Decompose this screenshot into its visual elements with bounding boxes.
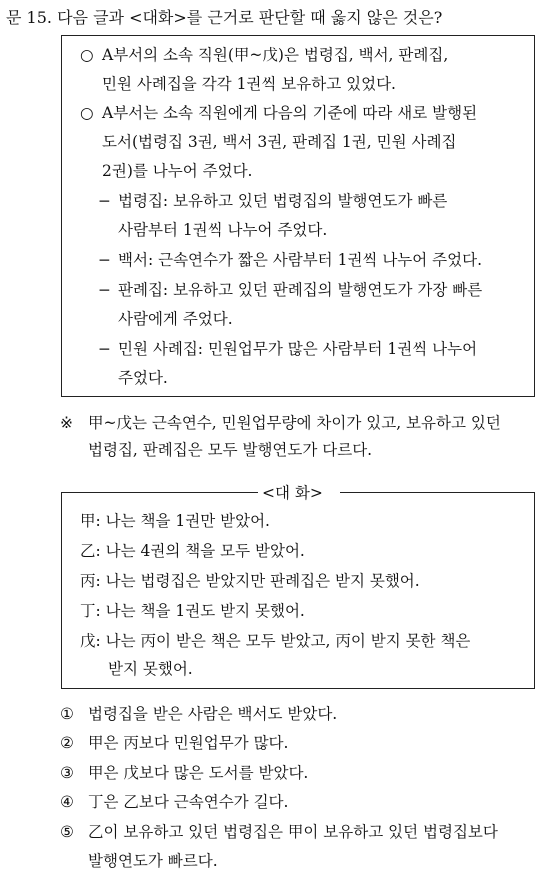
dash-bullet-icon: − [98, 251, 111, 269]
dash-bullet-icon: − [98, 340, 111, 358]
choice-4[interactable] [60, 791, 288, 813]
rule-text: 판례집: 보유하고 있던 판례집의 발행연도가 가장 빠른 [118, 281, 483, 299]
choice-text: 법령집을 받은 사람은 백서도 받았다. [88, 705, 338, 723]
passage-text: 민원 사례집을 각각 1권씩 보유하고 있었다. [102, 75, 396, 93]
choice-text: 乙이 보유하고 있던 법령집은 甲이 보유하고 있던 법령집보다 [88, 823, 498, 841]
choice-text: 발행연도가 빠르다. [88, 852, 218, 870]
passage-text: A부서의 소속 직원(甲~戊)은 법령집, 백서, 판례집, [102, 46, 449, 64]
dialogue-line: 받지 못했어. [108, 660, 193, 678]
choice-text: 丁은 乙보다 근속연수가 길다. [88, 793, 289, 811]
question-title: 문 15. 다음 글과 <대화>를 근거로 판단할 때 옳지 않은 것은? [6, 8, 443, 27]
choice-5[interactable] [60, 821, 498, 843]
passage-paragraph-1 [80, 44, 448, 66]
rule-text: 민원 사례집: 민원업무가 많은 사람부터 1권씩 나누어 [118, 340, 478, 358]
dialogue-line: 丁: 나는 책을 1권도 받지 못했어. [80, 602, 305, 620]
dialogue-box [61, 492, 535, 689]
rule-text: 법령집: 보유하고 있던 법령집의 발행연도가 빠른 [118, 192, 448, 210]
choice-text: 甲은 戊보다 많은 도서를 받았다. [88, 764, 309, 782]
dialogue-line: 乙: 나는 4권의 책을 모두 받았어. [80, 542, 305, 560]
rule-item-whitepaper [98, 249, 482, 271]
rule-item-civil [98, 338, 477, 360]
rule-text: 사람부터 1권씩 나누어 주었다. [118, 221, 328, 239]
choice-number: ① [60, 705, 74, 723]
footnote-text: 법령집, 판례집은 모두 발행연도가 다르다. [88, 441, 373, 459]
dialogue-line: 丙: 나는 법령집은 받았지만 판례집은 받지 못했어. [80, 572, 420, 590]
circle-bullet-icon: ○ [80, 104, 94, 122]
rule-text: 주었다. [118, 369, 168, 387]
passage-paragraph-2 [80, 102, 477, 124]
dash-bullet-icon: − [98, 281, 111, 299]
choice-number: ③ [60, 764, 74, 782]
choice-1[interactable] [60, 703, 337, 725]
choice-2[interactable] [60, 732, 288, 754]
rule-text: 백서: 근속연수가 짧은 사람부터 1권씩 나누어 주었다. [118, 251, 483, 269]
rule-text: 사람에게 주었다. [118, 310, 233, 328]
choice-number: ② [60, 734, 74, 752]
choice-3[interactable] [60, 762, 308, 784]
rule-item-precedent [98, 279, 482, 301]
passage-text: 2권)를 나누어 주었다. [102, 162, 253, 180]
passage-text: A부서는 소속 직원에게 다음의 기준에 따라 새로 발행된 [102, 104, 478, 122]
dialogue-line: 戊: 나는 丙이 받은 책은 모두 받았고, 丙이 받지 못한 책은 [80, 632, 471, 650]
dialogue-line: 甲: 나는 책을 1권만 받았어. [80, 512, 270, 530]
choice-text: 甲은 丙보다 민원업무가 많다. [88, 734, 289, 752]
circle-bullet-icon: ○ [80, 46, 94, 64]
passage-box [61, 35, 535, 397]
footnote-text: 甲~戊는 근속연수, 민원업무량에 차이가 있고, 보유하고 있던 [88, 414, 501, 432]
reference-mark-icon: ※ [60, 414, 73, 432]
dialogue-title: <대 화> [262, 484, 323, 502]
passage-text: 도서(법령집 3권, 백서 3권, 판례집 1권, 민원 사례집 [102, 133, 457, 151]
dash-bullet-icon: − [98, 192, 111, 210]
choice-number: ⑤ [60, 823, 74, 841]
rule-item-law [98, 190, 447, 212]
choice-number: ④ [60, 793, 74, 811]
